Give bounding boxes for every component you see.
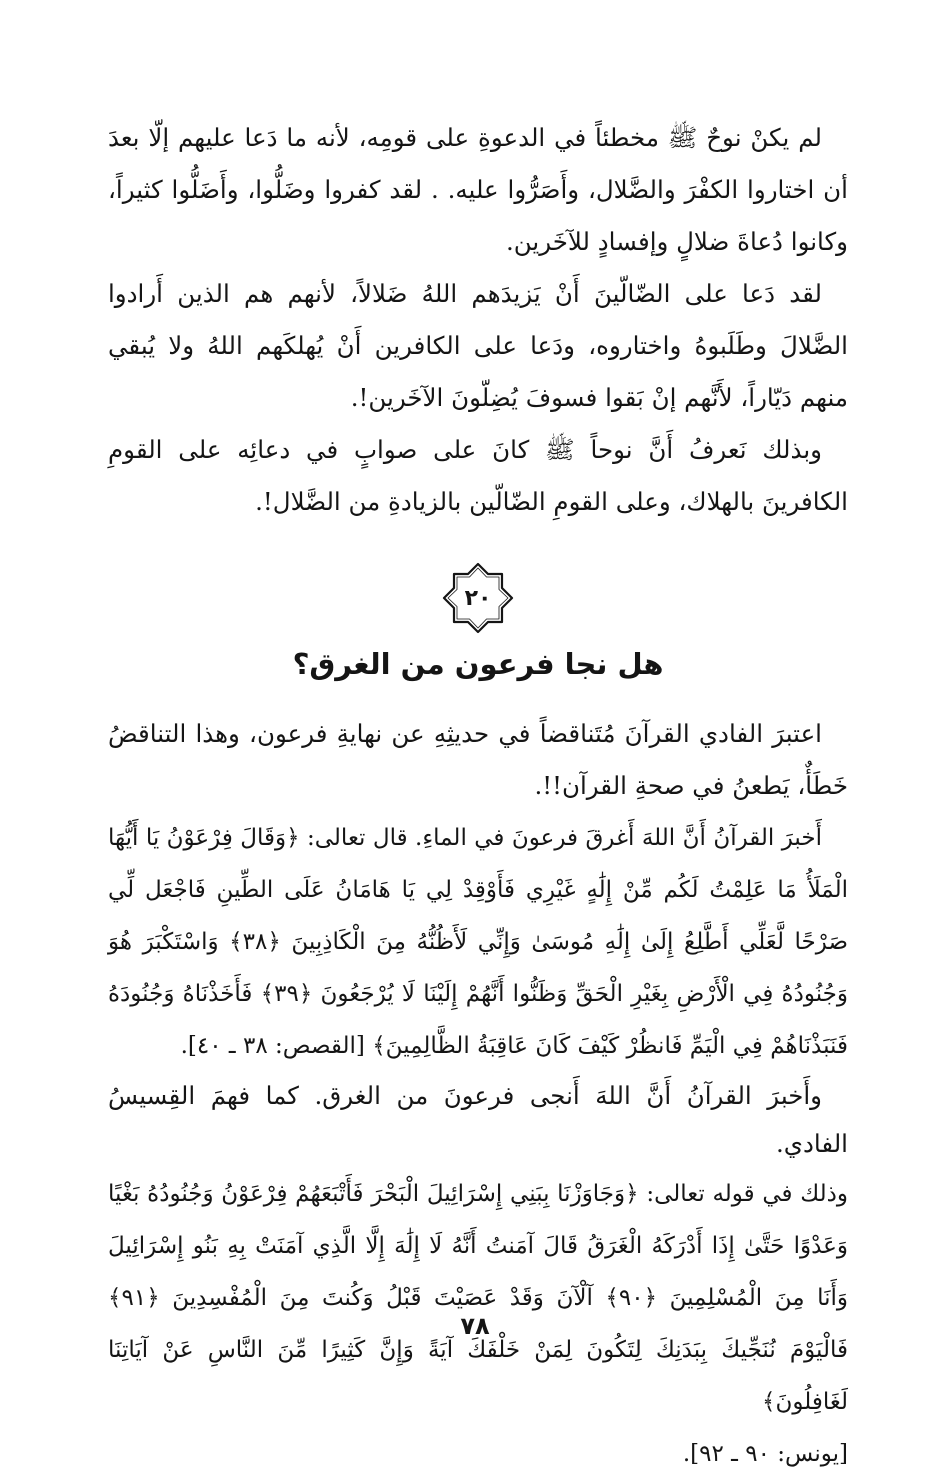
section-title: هل نجا فرعون من الغرق؟ xyxy=(292,647,664,681)
page-body xyxy=(108,112,848,1482)
paragraph-2-intro: أَخبرَ القرآنُ أَنَّ اللهَ أَغرقَ فرعونَ في الماءِ. قال تعالى: xyxy=(299,825,822,851)
paragraph-4-intro: وذلك في قوله تعالى: xyxy=(638,1181,848,1207)
intro-paragraphs xyxy=(108,112,848,528)
paragraph-3: وبذلك نَعرفُ أَنَّ نوحاً ﷺ كانَ على صوابٍ في دعائِه على القومِ الكافرينَ بالهلاك، وعلى القومِ الضّالّين بالزيادةِ من الضَّلال!. xyxy=(108,435,848,516)
section-number: ٢٠ xyxy=(464,585,492,611)
paragraph-2: لقد دَعا على الضّالّينَ أَنْ يَزيدَهم اللهُ ضَلالاً، لأنهم هم الذين أَرادوا الضَّلالَ وطَلَبوهُ واختاروه، ودَعا على الكافرين أَنْ يُهلكَهم اللهُ ولا يُبقي منهم دَيّاراً، لأَنَّهم إنْ بَقوا فسوفَ يُضِلّونَ الآخَرين!. xyxy=(108,279,848,412)
section-paragraph-2 xyxy=(108,812,848,1072)
page-number: ٧٨ xyxy=(460,1312,490,1340)
quran-reference-yunus: [يونس: ٩٠ ـ ٩٢]. xyxy=(682,1441,848,1467)
section-number-ornament xyxy=(438,558,518,638)
quran-quote-yunus: ﴿وَجَاوَزْنَا بِبَنِي إِسْرَائِيلَ الْبَحْرَ فَأَتْبَعَهُمْ فِرْعَوْنُ وَجُنُودُهُ بَغْيًا وَعَدْوًا حَتَّىٰ إِذَا أَدْرَكَهُ الْغَرَقُ قَالَ آمَنتُ أَنَّهُ لَا إِلَٰهَ إِلَّا الَّذِي آمَنَتْ بِهِ بَنُو إِسْرَائِيلَ وَأَنَا مِنَ الْمُسْلِمِينَ ﴿٩٠﴾ آلْآنَ وَقَدْ عَصَيْتَ قَبْلُ وَكُنتَ مِنَ الْمُفْسِدِينَ ﴿٩١﴾ فَالْيَوْمَ نُنَجِّيكَ بِبَدَنِكَ لِتَكُونَ لِمَنْ خَلْفَكَ آيَةً وَإِنَّ كَثِيرًا مِّنَ النَّاسِ عَنْ آيَاتِنَا لَغَافِلُونَ﴾ xyxy=(108,1181,848,1415)
paragraph-1: لم يكنْ نوحٌ ﷺ مخطئاً في الدعوةِ على قومِه، لأنه ما دَعا عليهم إلّا بعدَ أن اختاروا الكفْرَ والضَّلال، وأَصَرُّوا عليه. . لقد كفروا وضَلُّوا، وأَضَلُّوا كثيراً، وكانوا دُعاةَ ضلالٍ وإفسادٍ للآخَرين. xyxy=(108,123,848,256)
quran-quote-qasas: ﴿وَقَالَ فِرْعَوْنُ يَا أَيُّهَا الْمَلَأُ مَا عَلِمْتُ لَكُم مِّنْ إِلَٰهٍ غَيْرِي فَأَوْقِدْ لِي يَا هَامَانُ عَلَى الطِّينِ فَاجْعَل لِّي صَرْحًا لَّعَلِّي أَطَّلِعُ إِلَىٰ إِلَٰهِ مُوسَىٰ وَإِنِّي لَأَظُنُّهُ مِنَ الْكَاذِبِينَ ﴿٣٨﴾ وَاسْتَكْبَرَ هُوَ وَجُنُودُهُ فِي الْأَرْضِ بِغَيْرِ الْحَقِّ وَظَنُّوا أَنَّهُمْ إِلَيْنَا لَا يُرْجَعُونَ ﴿٣٩﴾ فَأَخَذْنَاهُ وَجُنُودَهُ فَنَبَذْنَاهُمْ فِي الْيَمِّ فَانظُرْ كَيْفَ كَانَ عَاقِبَةُ الظَّالِمِينَ﴾ xyxy=(108,825,848,1059)
section-paragraph-3: وأَخبرَ القرآنُ أَنَّ اللهَ أَنجى فرعونَ من الغرق. كما فهمَ القِسيسُ الفادي. xyxy=(108,1081,848,1158)
section-paragraphs xyxy=(108,708,848,1480)
quran-reference-qasas: [القصص: ٣٨ ـ ٤٠]. xyxy=(180,1033,373,1059)
section-paragraph-1: اعتبرَ الفادي القرآنَ مُتَناقضاً في حديثِهِ عن نهايةِ فرعون، وهذا التناقضُ خَطَأٌ، يَطعنُ في صحةِ القرآن!!. xyxy=(108,719,848,800)
